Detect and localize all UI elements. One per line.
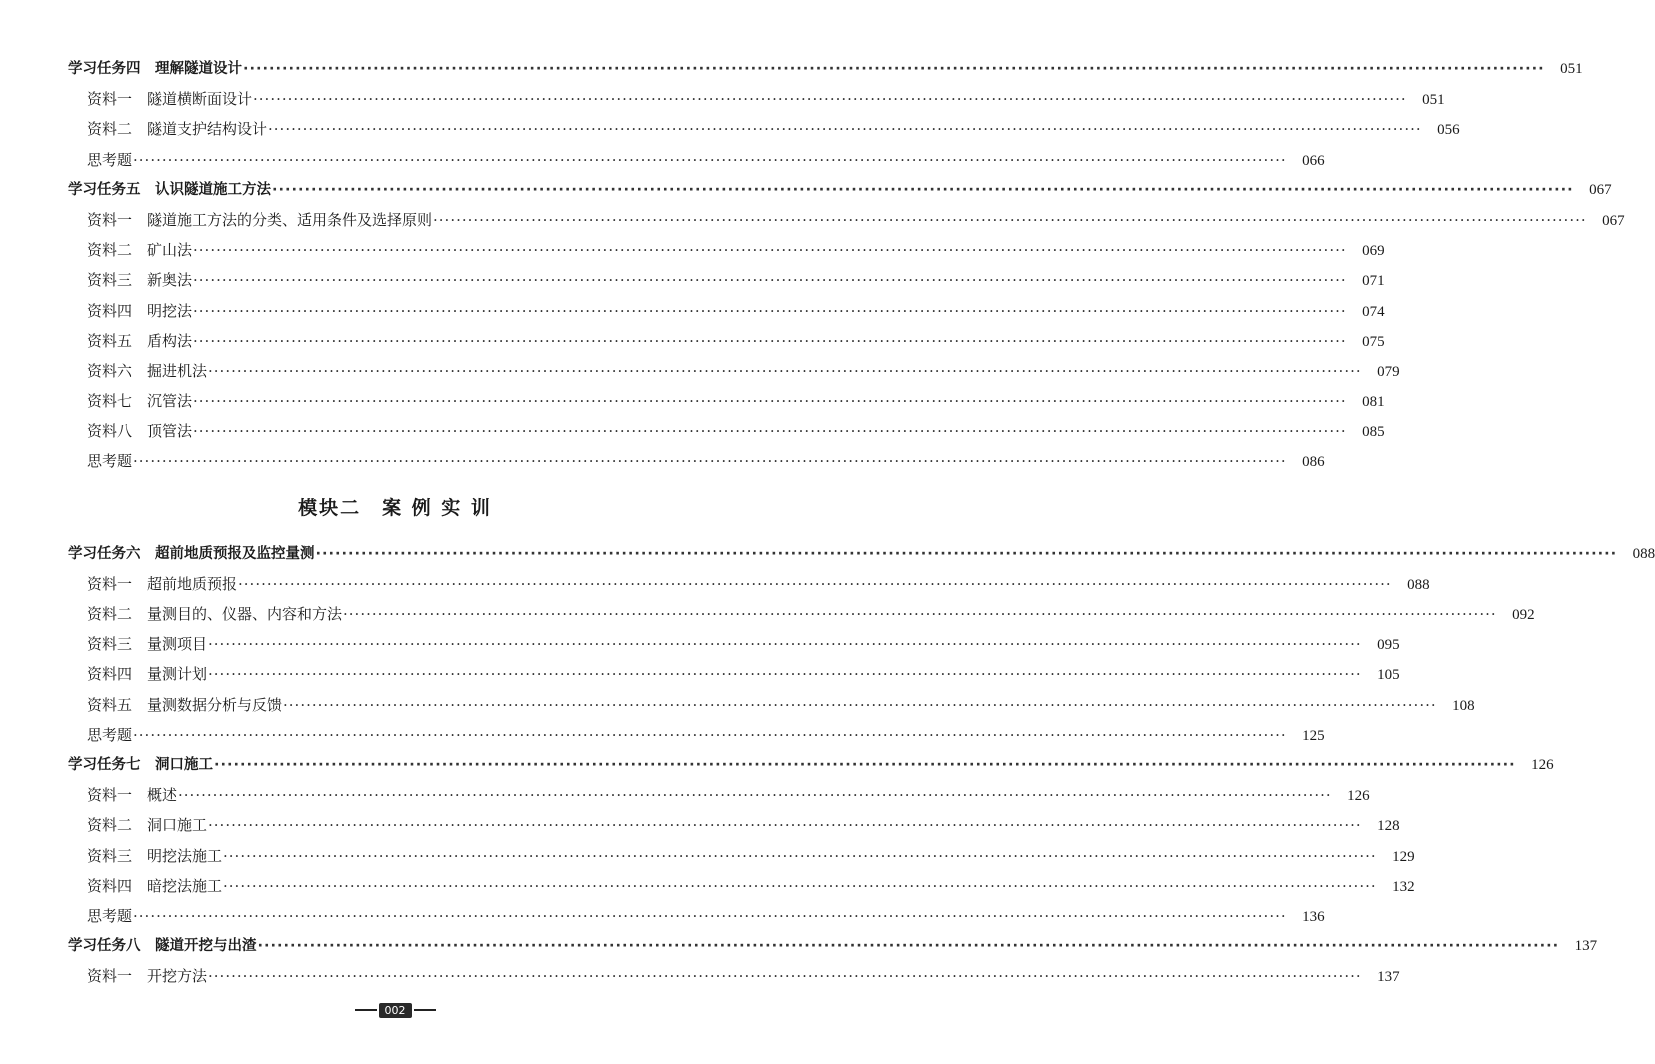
toc-entry-page: 126: [1531, 756, 1554, 773]
toc-entry-label: 资料一 隧道横断面设计: [87, 90, 253, 109]
dot-leader: ········································································································································································································: [238, 574, 1392, 593]
toc-entry-page: 086: [1302, 454, 1325, 471]
toc-entry-page: 088: [1632, 545, 1655, 562]
toc-entry-page: 081: [1362, 394, 1385, 411]
toc-entry-page: 095: [1377, 637, 1400, 654]
dot-leader: ········································································································································································································: [253, 90, 1407, 109]
dot-leader: ········································································································································································································: [193, 331, 1347, 350]
toc-entry-page: 132: [1392, 878, 1415, 895]
toc-entry-page: 125: [1302, 727, 1325, 744]
dot-leader: ········································································································································································································: [133, 452, 1287, 471]
dot-leader: ········································································································································································································: [208, 816, 1362, 835]
toc-entry-label: 思考题: [87, 725, 133, 744]
toc-entry-label: 资料五 量测数据分析与反馈: [87, 695, 283, 714]
toc-entry-page: 085: [1362, 424, 1385, 441]
toc-sub-entry[interactable]: [0, 205, 1625, 235]
toc-entry-label: 资料四 量测计划: [87, 665, 208, 684]
toc-sub-entry[interactable]: [0, 780, 1370, 810]
toc-entry-label: 学习任务六 超前地质预报及监控量测: [68, 545, 315, 562]
module-heading: 模块二 案 例 实 训: [298, 496, 492, 519]
toc-entry-page: 051: [1560, 61, 1583, 77]
toc-entry-page: 066: [1302, 152, 1325, 169]
toc-entry-page: 128: [1377, 818, 1400, 835]
toc-entry-label: 资料八 顶管法: [87, 422, 193, 441]
toc-entry-label: 资料四 明挖法: [87, 301, 193, 320]
toc-sub-entry[interactable]: [0, 841, 1415, 871]
toc-sub-entry[interactable]: [0, 235, 1385, 265]
toc-task-entry[interactable]: [0, 54, 1583, 84]
dot-leader: ········································································································································································································: [193, 392, 1347, 411]
dot-leader: ········································································································································································································: [268, 120, 1422, 139]
toc-entry-page: 108: [1452, 697, 1475, 714]
toc-entry-page: 074: [1362, 303, 1385, 320]
toc-entry-page: 129: [1392, 848, 1415, 865]
toc-entry-label: 资料五 盾构法: [87, 331, 193, 350]
footer-rule-left: [355, 1009, 377, 1011]
toc-entry-page: 067: [1589, 181, 1612, 198]
dot-leader: ········································································································································································································: [193, 301, 1347, 320]
toc-entry-page: 136: [1302, 908, 1325, 925]
toc-task-entry[interactable]: [0, 539, 1655, 569]
toc-sub-entry[interactable]: [0, 265, 1385, 295]
dot-leader: ········································································································································································································: [257, 938, 1560, 955]
toc-entry-label: 学习任务七 洞口施工: [68, 756, 213, 773]
toc-entry-label: 学习任务五 认识隧道施工方法: [68, 181, 271, 198]
toc-sub-entry[interactable]: [0, 690, 1475, 720]
dot-leader: ········································································································································································································: [223, 846, 1377, 865]
toc-sub-entry[interactable]: [0, 901, 1325, 931]
toc-entry-label: 资料四 暗挖法施工: [87, 876, 223, 895]
toc-entry-label: 资料二 矿山法: [87, 241, 193, 260]
toc-entry-label: 学习任务四 理解隧道设计: [68, 61, 242, 77]
toc-entry-label: 资料三 明挖法施工: [87, 846, 223, 865]
toc-entry-page: 056: [1437, 122, 1460, 139]
dot-leader: ········································································································································································································: [178, 786, 1332, 805]
toc-entry-label: 资料一 开挖方法: [87, 967, 208, 986]
toc-sub-entry[interactable]: [0, 386, 1385, 416]
dot-leader: ········································································································································································································: [283, 695, 1437, 714]
dot-leader: ········································································································································································································: [208, 665, 1362, 684]
dot-leader: ········································································································································································································: [243, 61, 1545, 77]
toc-sub-entry[interactable]: [0, 416, 1385, 446]
toc-entry-page: 137: [1377, 969, 1400, 986]
toc-entry-page: 071: [1362, 273, 1385, 290]
toc-entry-label: 资料二 隧道支护结构设计: [87, 120, 268, 139]
dot-leader: ········································································································································································································: [193, 241, 1347, 260]
toc-entry-label: 学习任务八 隧道开挖与出渣: [68, 938, 257, 955]
dot-leader: ········································································································································································································: [208, 967, 1362, 986]
toc-sub-entry[interactable]: [0, 810, 1400, 840]
toc-entry-label: 资料二 量测目的、仪器、内容和方法: [87, 605, 343, 623]
footer-rule-right: [414, 1009, 436, 1011]
dot-leader: ········································································································································································································: [343, 605, 1497, 623]
toc-task-entry[interactable]: [0, 175, 1612, 205]
toc-entry-page: 051: [1422, 92, 1445, 109]
table-of-contents: [0, 54, 1655, 991]
page-number-badge: 002: [379, 1003, 412, 1018]
toc-entry-page: 088: [1407, 576, 1430, 593]
toc-entry-label: 思考题: [87, 452, 133, 471]
toc-entry-label: 资料一 隧道施工方法的分类、适用条件及选择原则: [87, 210, 433, 229]
toc-entry-page: 126: [1347, 788, 1370, 805]
toc-entry-label: 思考题: [87, 906, 133, 925]
toc-entry-page: 067: [1602, 212, 1625, 229]
toc-task-entry[interactable]: [0, 750, 1554, 780]
toc-entry-page: 079: [1377, 363, 1400, 380]
toc-entry-page: 075: [1362, 333, 1385, 350]
toc-entry-page: 092: [1512, 607, 1535, 623]
toc-entry-label: 资料六 掘进机法: [87, 361, 208, 380]
page-footer: [0, 1001, 790, 1019]
toc-entry-label: 资料三 新奥法: [87, 271, 193, 290]
toc-sub-entry[interactable]: [0, 659, 1400, 689]
dot-leader: ········································································································································································································: [208, 361, 1362, 380]
dot-leader: ········································································································································································································: [315, 545, 1618, 562]
dot-leader: ········································································································································································································: [193, 271, 1347, 290]
toc-sub-entry[interactable]: [0, 114, 1460, 144]
dot-leader: ········································································································································································································: [133, 906, 1287, 925]
toc-entry-label: 资料七 沉管法: [87, 392, 193, 411]
toc-entry-label: 资料一 概述: [87, 786, 178, 805]
toc-sub-entry[interactable]: [0, 296, 1385, 326]
toc-entry-label: 资料一 超前地质预报: [87, 574, 238, 593]
toc-sub-entry[interactable]: [0, 326, 1385, 356]
toc-sub-entry[interactable]: [0, 145, 1325, 175]
toc-entry-label: 资料二 洞口施工: [87, 816, 208, 835]
toc-sub-entry[interactable]: [0, 569, 1430, 599]
toc-entry-page: 105: [1377, 667, 1400, 684]
dot-leader: ········································································································································································································: [433, 210, 1587, 229]
toc-entry-label: 资料三 量测项目: [87, 635, 208, 654]
dot-leader: ········································································································································································································: [223, 876, 1377, 895]
dot-leader: ········································································································································································································: [193, 422, 1347, 441]
toc-sub-entry[interactable]: [0, 961, 1400, 991]
dot-leader: ········································································································································································································: [272, 181, 1574, 198]
dot-leader: ········································································································································································································: [133, 725, 1287, 744]
toc-sub-entry[interactable]: [0, 356, 1400, 386]
toc-task-entry[interactable]: [0, 931, 1598, 961]
toc-sub-entry[interactable]: [0, 871, 1415, 901]
dot-leader: ········································································································································································································: [214, 756, 1516, 773]
toc-sub-entry[interactable]: [0, 84, 1445, 114]
toc-sub-entry[interactable]: [0, 629, 1400, 659]
toc-entry-label: 思考题: [87, 150, 133, 169]
dot-leader: ········································································································································································································: [208, 635, 1362, 654]
dot-leader: ········································································································································································································: [133, 150, 1287, 169]
toc-entry-page: 069: [1362, 243, 1385, 260]
toc-entry-page: 137: [1574, 938, 1598, 955]
toc-sub-entry[interactable]: [0, 720, 1325, 750]
toc-sub-entry[interactable]: [0, 599, 1535, 629]
toc-sub-entry[interactable]: [0, 446, 1325, 476]
